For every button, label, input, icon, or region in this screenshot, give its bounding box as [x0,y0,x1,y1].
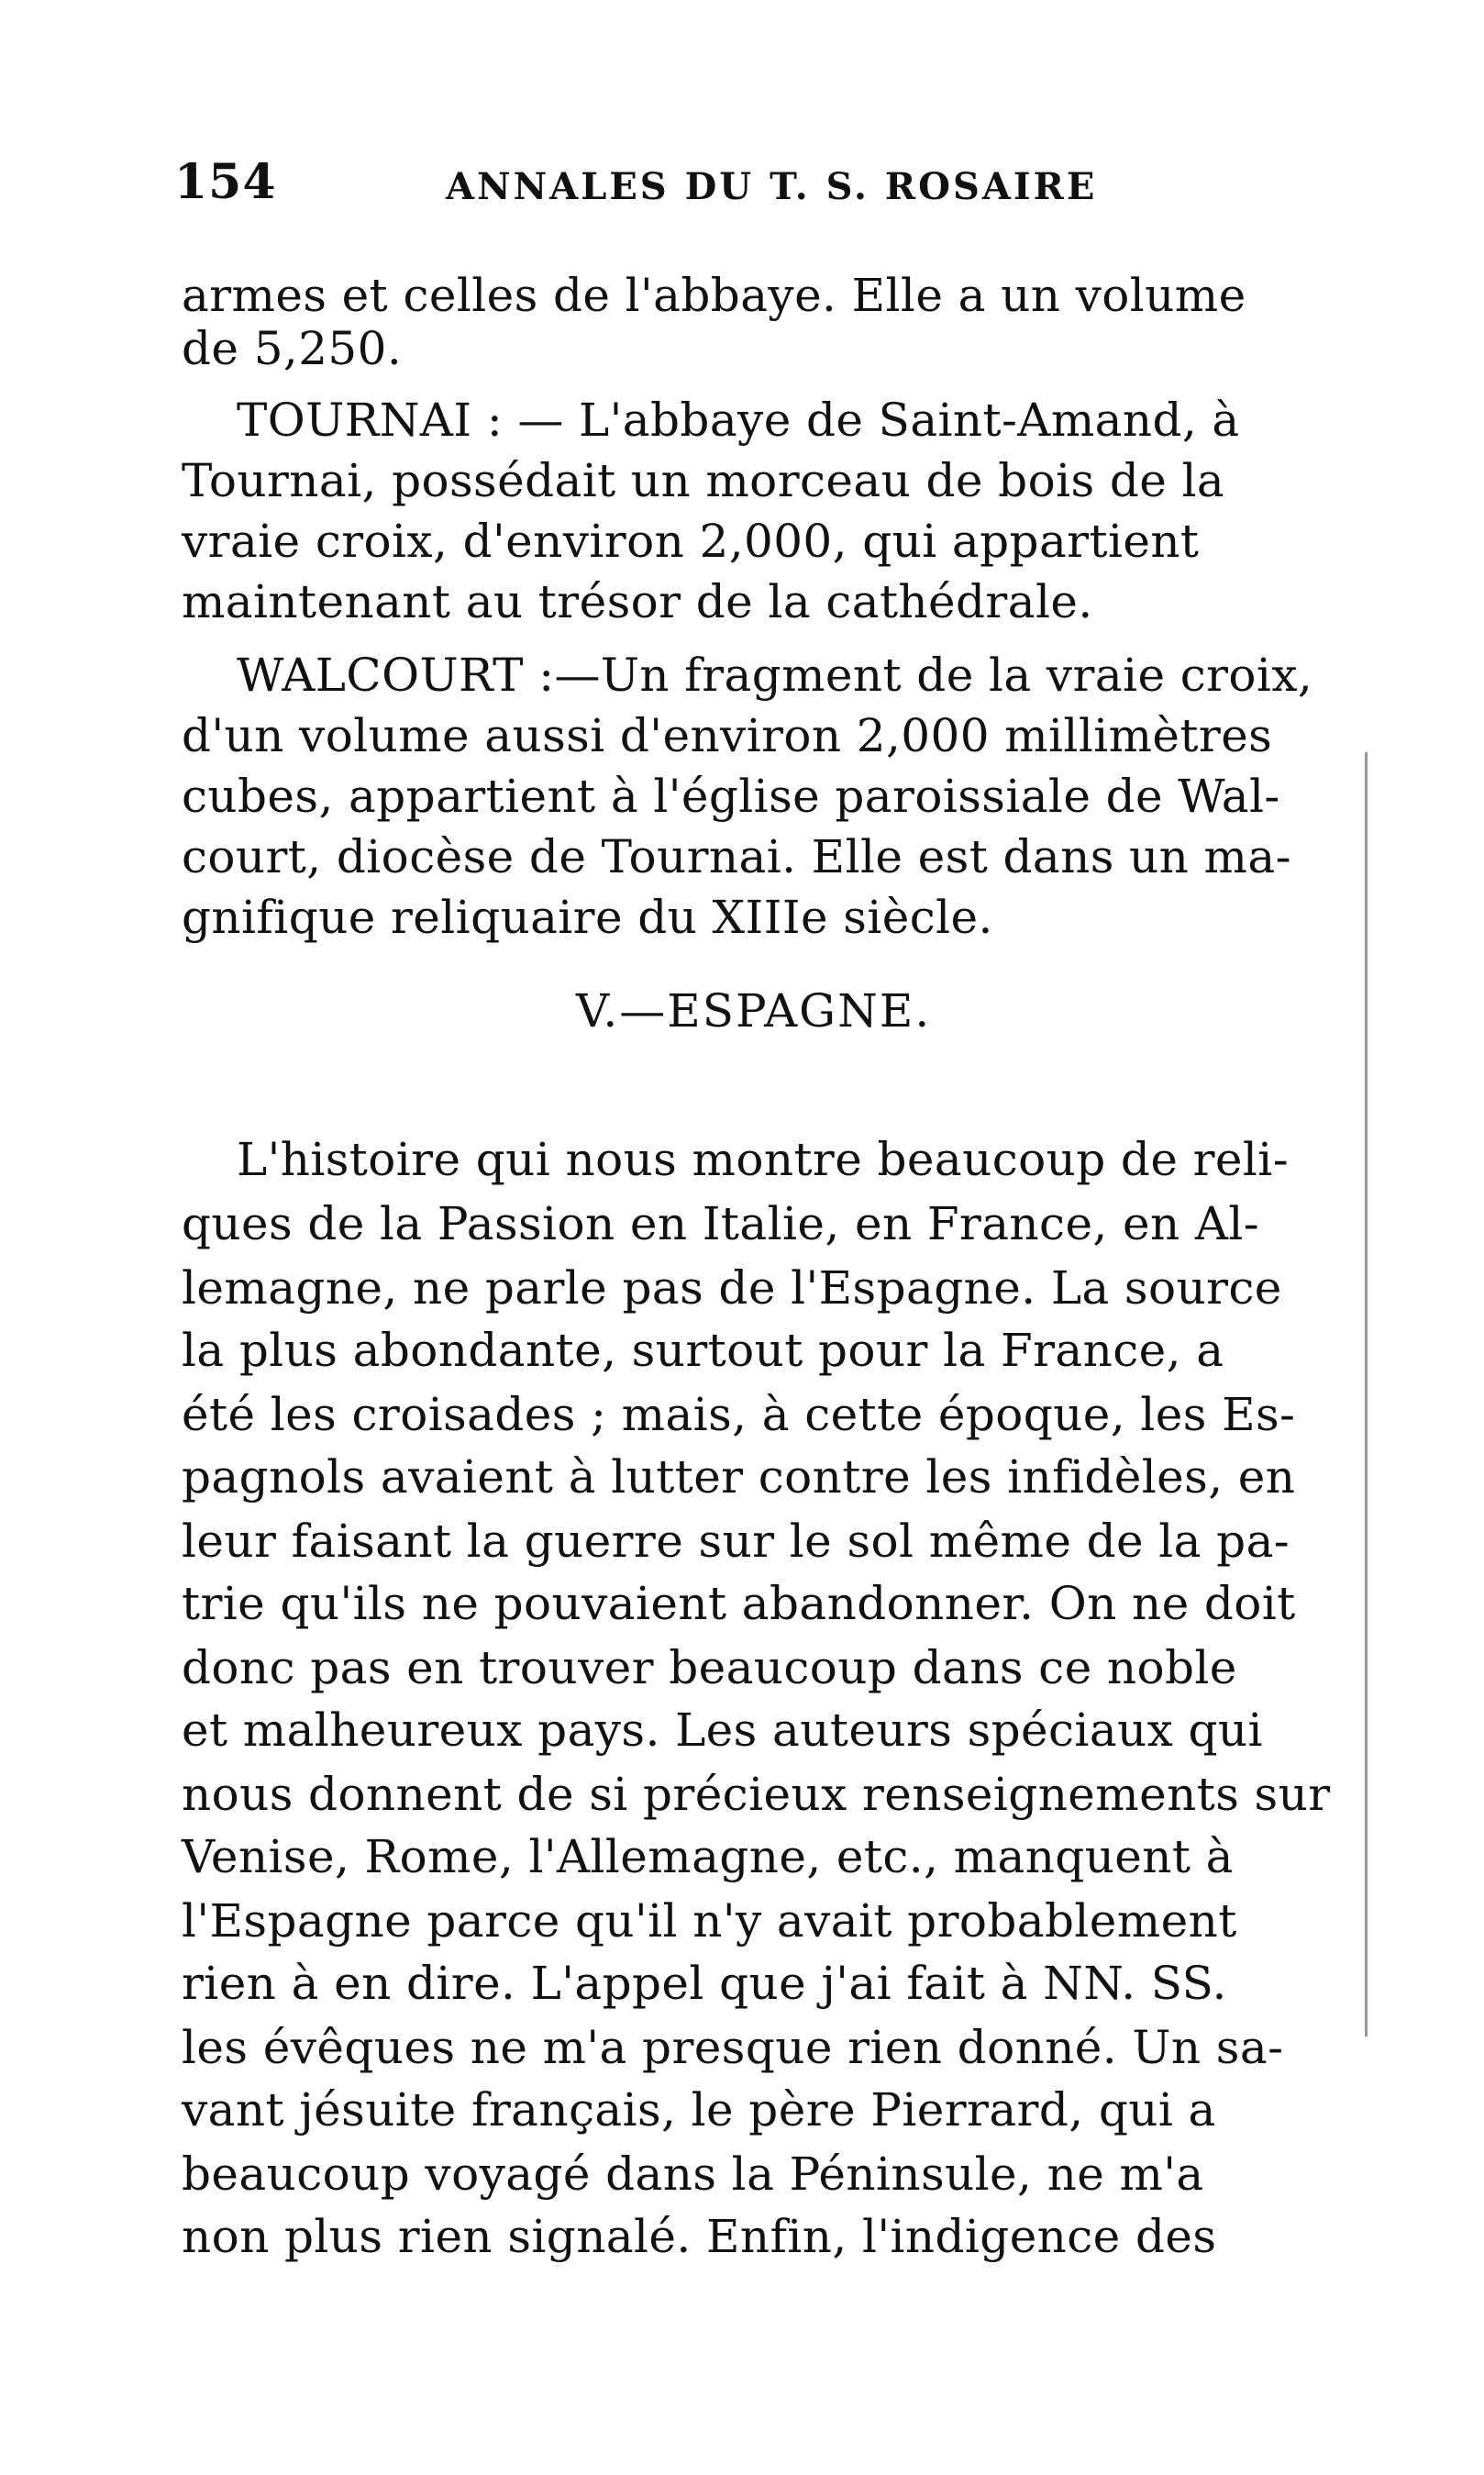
text-line: Venise, Rome, l'Allemagne, etc., manquent à [182,1830,1234,1883]
text-line: beaucoup voyagé dans la Péninsule, ne m'a [182,2148,1204,2201]
text-line: armes et celles de l'abbaye. Elle a un volume [182,269,1246,322]
text-line: et malheureux pays. Les auteurs spéciaux qui [182,1704,1263,1757]
text-line: L'histoire qui nous montre beaucoup de reli- [237,1133,1289,1186]
section-heading: V.—ESPAGNE. [576,984,932,1038]
text-line: trie qu'ils ne pouvaient abandonner. On ne doit [182,1577,1296,1630]
text-line: TOURNAI : — L'abbaye de Saint-Amand, à [237,394,1240,447]
text-line: été les croisades ; mais, à cette époque, les Es- [182,1388,1296,1441]
text-line: la plus abondante, surtout pour la France, a [182,1324,1224,1377]
text-line: ques de la Passion en Italie, en France, en Al- [182,1197,1260,1250]
text-line: les évêques ne m'a presque rien donné. Un sa- [182,2021,1284,2074]
text-line: donc pas en trouver beaucoup dans ce noble [182,1641,1237,1694]
text-line: d'un volume aussi d'environ 2,000 millimètres [182,709,1273,762]
margin-rule [1365,752,1368,2037]
text-line: maintenant au trésor de la cathédrale. [182,575,1093,628]
page-number: 154 [174,154,277,210]
text-line: cubes, appartient à l'église paroissiale de Wal- [182,770,1280,823]
text-line: de 5,250. [182,322,403,375]
text-line: l'Espagne parce qu'il n'y avait probablement [182,1894,1237,1948]
text-line: Tournai, possédait un morceau de bois de la [182,454,1225,507]
text-line: nous donnent de si précieux renseignements sur [182,1768,1331,1821]
text-line: court, diocèse de Tournai. Elle est dans un ma- [182,830,1291,883]
text-line: rien à en dire. L'appel que j'ai fait à NN. SS. [182,1957,1227,2010]
text-line: leur faisant la guerre sur le sol même de la pa- [182,1515,1290,1568]
text-line: gnifique reliquaire du XIIIe siècle. [182,891,993,944]
text-line: non plus rien signalé. Enfin, l'indigence des [182,2210,1217,2263]
page-header [174,154,1367,228]
text-line: vant jésuite français, le père Pierrard, qui a [182,2083,1216,2136]
running-title: ANNALES DU T. S. ROSAIRE [446,165,1098,208]
text-line: vraie croix, d'environ 2,000, qui appartient [182,515,1200,568]
text-line: WALCOURT :—Un fragment de la vraie croix, [237,649,1313,702]
text-line: lemagne, ne parle pas de l'Espagne. La source [182,1261,1282,1315]
text-line: pagnols avaient à lutter contre les infidèles, en [182,1450,1296,1504]
